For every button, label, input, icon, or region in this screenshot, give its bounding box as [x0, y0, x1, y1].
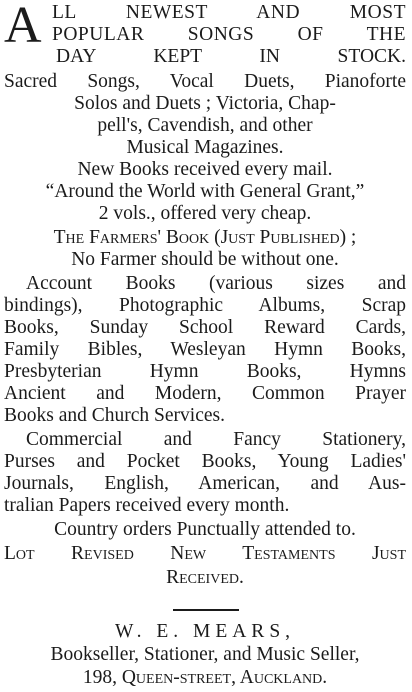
body-line-3: pell's, Cavendish, and other — [97, 115, 313, 136]
body-line-17: Commercial and Fancy Stationery, — [26, 429, 406, 450]
body-line-12: Books, Sunday School Reward Cards, — [4, 317, 406, 338]
body-line-13: Family Bibles, Wesleyan Hymn Books, — [4, 339, 406, 360]
advertiser-address: 198, Queen-street, Auckland. — [82, 667, 328, 688]
body-line-6: “Around the World with General Grant,” — [45, 181, 365, 202]
body-line-18: Purses and Pocket Books, Young Ladies' — [4, 451, 406, 472]
body-line-15: Ancient and Modern, Common Prayer — [4, 383, 406, 404]
divider-rule — [173, 609, 239, 611]
body-line-19: Journals, English, American, and Aus- — [4, 473, 406, 494]
body-line-22: Lot Revised New Testaments Just — [4, 543, 406, 564]
advertiser-name: W. E. MEARS, — [114, 621, 296, 642]
body-line-9: No Farmer should be without one. — [71, 249, 339, 270]
drop-cap: A — [4, 0, 42, 54]
body-line-1: Sacred Songs, Vocal Duets, Pianoforte — [4, 71, 406, 92]
body-line-23: Received. — [166, 567, 244, 588]
body-line-20: tralian Papers received every month. — [4, 495, 290, 516]
advertiser-trade: Bookseller, Stationer, and Music Seller, — [50, 644, 360, 665]
body-line-4: Musical Magazines. — [126, 137, 284, 158]
heading-line-3: DAY KEPT IN STOCK. — [56, 46, 406, 67]
body-line-16: Books and Church Services. — [4, 405, 225, 426]
body-line-8: The Farmers' Book (Just Published) ; — [53, 227, 357, 248]
body-line-2: Solos and Duets ; Victoria, Chap- — [74, 93, 336, 114]
heading-line-1: LL NEWEST AND MOST — [52, 2, 406, 23]
body-line-5: New Books received every mail. — [77, 159, 333, 180]
body-line-10: Account Books (various sizes and — [26, 273, 406, 294]
body-line-7: 2 vols., offered very cheap. — [98, 203, 312, 224]
body-line-14: Presbyterian Hymn Books, Hymns — [4, 361, 406, 382]
body-line-21: Country orders Punctually attended to. — [54, 519, 356, 540]
body-line-11: bindings), Photographic Albums, Scrap — [4, 295, 406, 316]
heading-line-2: POPULAR SONGS OF THE — [52, 24, 406, 45]
